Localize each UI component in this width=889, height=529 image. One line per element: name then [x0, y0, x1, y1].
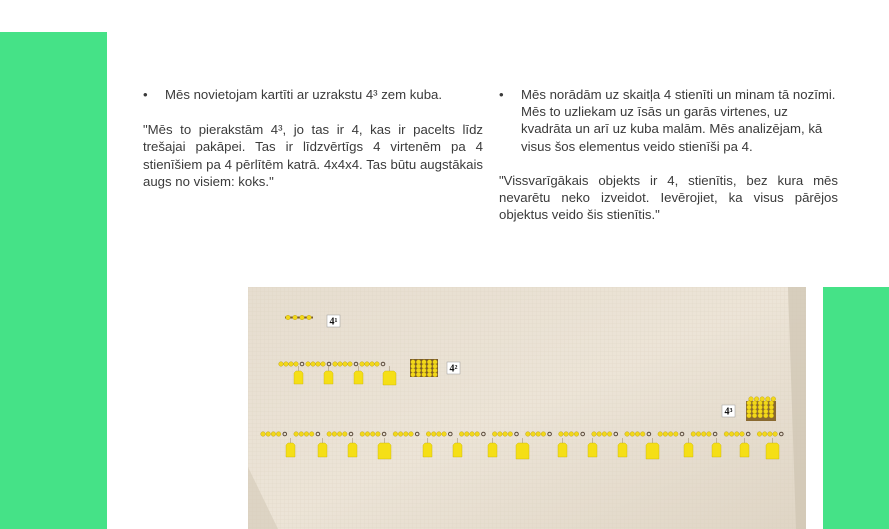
- bead: [475, 432, 480, 437]
- bead: [729, 432, 734, 437]
- number-card: [447, 362, 460, 375]
- bead: [370, 432, 375, 437]
- number-tag: [516, 443, 529, 459]
- number-tag: [618, 443, 627, 457]
- number-tag: [383, 371, 396, 385]
- bead: [284, 362, 289, 367]
- bead: [749, 397, 754, 402]
- bullet-dot-icon: •: [143, 87, 148, 102]
- bead: [294, 362, 299, 367]
- bead: [459, 432, 464, 437]
- bead: [311, 362, 316, 367]
- number-card-label: 4³: [724, 406, 733, 418]
- bead: [422, 360, 427, 365]
- bead: [427, 368, 432, 373]
- bead: [426, 432, 431, 437]
- number-card: [327, 315, 340, 328]
- bead: [289, 362, 294, 367]
- bead: [574, 432, 579, 437]
- bead: [526, 432, 531, 437]
- number-tag: [488, 443, 497, 457]
- bead: [416, 368, 421, 373]
- bead: [764, 405, 769, 410]
- bead: [398, 432, 403, 437]
- bead: [338, 362, 343, 367]
- bead: [337, 432, 342, 437]
- bead: [416, 364, 421, 369]
- bead: [416, 360, 421, 365]
- bead: [760, 397, 765, 402]
- bead: [747, 413, 752, 418]
- number-tag: [712, 443, 721, 457]
- bead: [564, 432, 569, 437]
- bead: [427, 364, 432, 369]
- bead: [393, 432, 398, 437]
- bead: [758, 405, 763, 410]
- bead: [304, 432, 309, 437]
- bead: [764, 409, 769, 414]
- bead: [404, 432, 409, 437]
- bead: [348, 362, 353, 367]
- bead: [752, 409, 757, 414]
- bead: [635, 432, 640, 437]
- bead: [508, 432, 513, 437]
- bead: [299, 432, 304, 437]
- bead: [307, 315, 312, 320]
- right-bullet-item: [499, 86, 838, 155]
- bead: [416, 372, 421, 377]
- bead: [752, 405, 757, 410]
- bead: [658, 432, 663, 437]
- bead: [409, 432, 414, 437]
- bead-chains-photo: [248, 287, 806, 529]
- bead: [431, 432, 436, 437]
- left-text-column: [143, 86, 483, 190]
- number-card: [722, 405, 735, 418]
- bead: [433, 360, 438, 365]
- bead: [433, 364, 438, 369]
- right-quote-text: "Vissvarīgākais objekts ir 4, stienītis, bez kura mēs nevarētu neko izveidot. Ievērojiet, ka visus pārējos objektus veido šis stienītis.": [499, 172, 838, 223]
- bead: [747, 405, 752, 410]
- bead: [321, 362, 326, 367]
- bead: [343, 432, 348, 437]
- number-tag: [423, 443, 432, 457]
- bead: [316, 362, 321, 367]
- bead: [470, 432, 475, 437]
- number-tag: [348, 443, 357, 457]
- number-tag: [294, 371, 303, 384]
- bead: [607, 432, 612, 437]
- bead: [724, 432, 729, 437]
- number-tag: [324, 371, 333, 384]
- number-tag: [558, 443, 567, 457]
- bead: [536, 432, 541, 437]
- left-quote-text: "Mēs to pierakstām 4³, jo tas ir 4, kas ir pacelts līdz trešajai pakāpei. Tas ir līdzvērtīgs 4 virtenēm pa 4 stienīšiem pa 4 pērlītēm katrā. 4x4x4. Tas būtu augstākais augs no visiem: koks.": [143, 122, 483, 189]
- bead: [747, 409, 752, 414]
- right-bullet-text: Mēs norādām uz skaitļa 4 stienīti un minam tā nozīmi. Mēs to uzliekam uz īsās un garās virtenes, uz kvadrāta un arī uz kuba malām. Mēs analizējam, kā visus šos elementus veido stienīši pa 4.: [521, 87, 836, 154]
- bead: [769, 409, 774, 414]
- bead: [762, 432, 767, 437]
- right-text-column: [499, 86, 838, 223]
- number-tag: [684, 443, 693, 457]
- bead: [740, 432, 745, 437]
- bead: [411, 368, 416, 373]
- bead: [422, 372, 427, 377]
- number-tag: [588, 443, 597, 457]
- bead: [766, 397, 771, 402]
- bead: [492, 432, 497, 437]
- bullet-dot-icon: •: [499, 87, 504, 102]
- bead: [769, 413, 774, 418]
- bead: [764, 413, 769, 418]
- bead: [411, 372, 416, 377]
- number-tag: [318, 443, 327, 457]
- number-tag: [453, 443, 462, 457]
- bead: [701, 432, 706, 437]
- bead: [433, 368, 438, 373]
- number-tag: [646, 443, 659, 459]
- bead: [261, 432, 266, 437]
- bead: [333, 362, 338, 367]
- bead: [294, 432, 299, 437]
- bead: [427, 360, 432, 365]
- bead: [293, 315, 298, 320]
- bead: [696, 432, 701, 437]
- bead: [332, 432, 337, 437]
- bead: [668, 432, 673, 437]
- number-tag: [766, 443, 779, 459]
- bead: [691, 432, 696, 437]
- bead: [360, 362, 365, 367]
- bead: [531, 432, 536, 437]
- bead: [427, 372, 432, 377]
- bead: [625, 432, 630, 437]
- bead: [503, 432, 508, 437]
- bead: [422, 368, 427, 373]
- bead: [630, 432, 635, 437]
- bead: [411, 360, 416, 365]
- green-accent-right: [823, 287, 889, 529]
- bead: [375, 362, 380, 367]
- bead: [498, 432, 503, 437]
- bead: [559, 432, 564, 437]
- bead: [757, 432, 762, 437]
- bead: [309, 432, 314, 437]
- bead: [752, 413, 757, 418]
- bead: [640, 432, 645, 437]
- bead: [592, 432, 597, 437]
- bead: [735, 432, 740, 437]
- bead: [437, 432, 442, 437]
- number-tag: [354, 371, 363, 384]
- bead: [376, 432, 381, 437]
- bead: [707, 432, 712, 437]
- bead: [663, 432, 668, 437]
- bead: [422, 364, 427, 369]
- number-tag: [740, 443, 749, 457]
- bead: [758, 409, 763, 414]
- bead: [411, 364, 416, 369]
- bead: [773, 432, 778, 437]
- bead: [343, 362, 348, 367]
- bead: [360, 432, 365, 437]
- bead-square: [410, 359, 438, 377]
- bead: [276, 432, 281, 437]
- bead: [370, 362, 375, 367]
- number-tag: [378, 443, 391, 459]
- bead: [279, 362, 284, 367]
- left-bullet-item: [143, 86, 483, 103]
- bead: [286, 315, 291, 320]
- bead: [465, 432, 470, 437]
- bead: [306, 362, 311, 367]
- green-accent-left: [0, 32, 107, 529]
- number-tag: [286, 443, 295, 457]
- bead: [271, 432, 276, 437]
- bead-cube: [746, 397, 776, 421]
- bead: [365, 432, 370, 437]
- bead: [771, 397, 776, 402]
- bead: [569, 432, 574, 437]
- number-card-label: 4¹: [329, 316, 338, 328]
- bead: [758, 413, 763, 418]
- bead: [674, 432, 679, 437]
- bead: [769, 405, 774, 410]
- left-bullet-text: Mēs novietojam kartīti ar uzrakstu 4³ zem kuba.: [165, 87, 443, 102]
- bead: [433, 372, 438, 377]
- bead: [768, 432, 773, 437]
- bead: [602, 432, 607, 437]
- number-card-label: 4²: [449, 363, 458, 375]
- bead: [300, 315, 305, 320]
- bead: [327, 432, 332, 437]
- bead: [597, 432, 602, 437]
- bead: [754, 397, 759, 402]
- bead: [541, 432, 546, 437]
- bead: [365, 362, 370, 367]
- bead: [266, 432, 271, 437]
- bead: [442, 432, 447, 437]
